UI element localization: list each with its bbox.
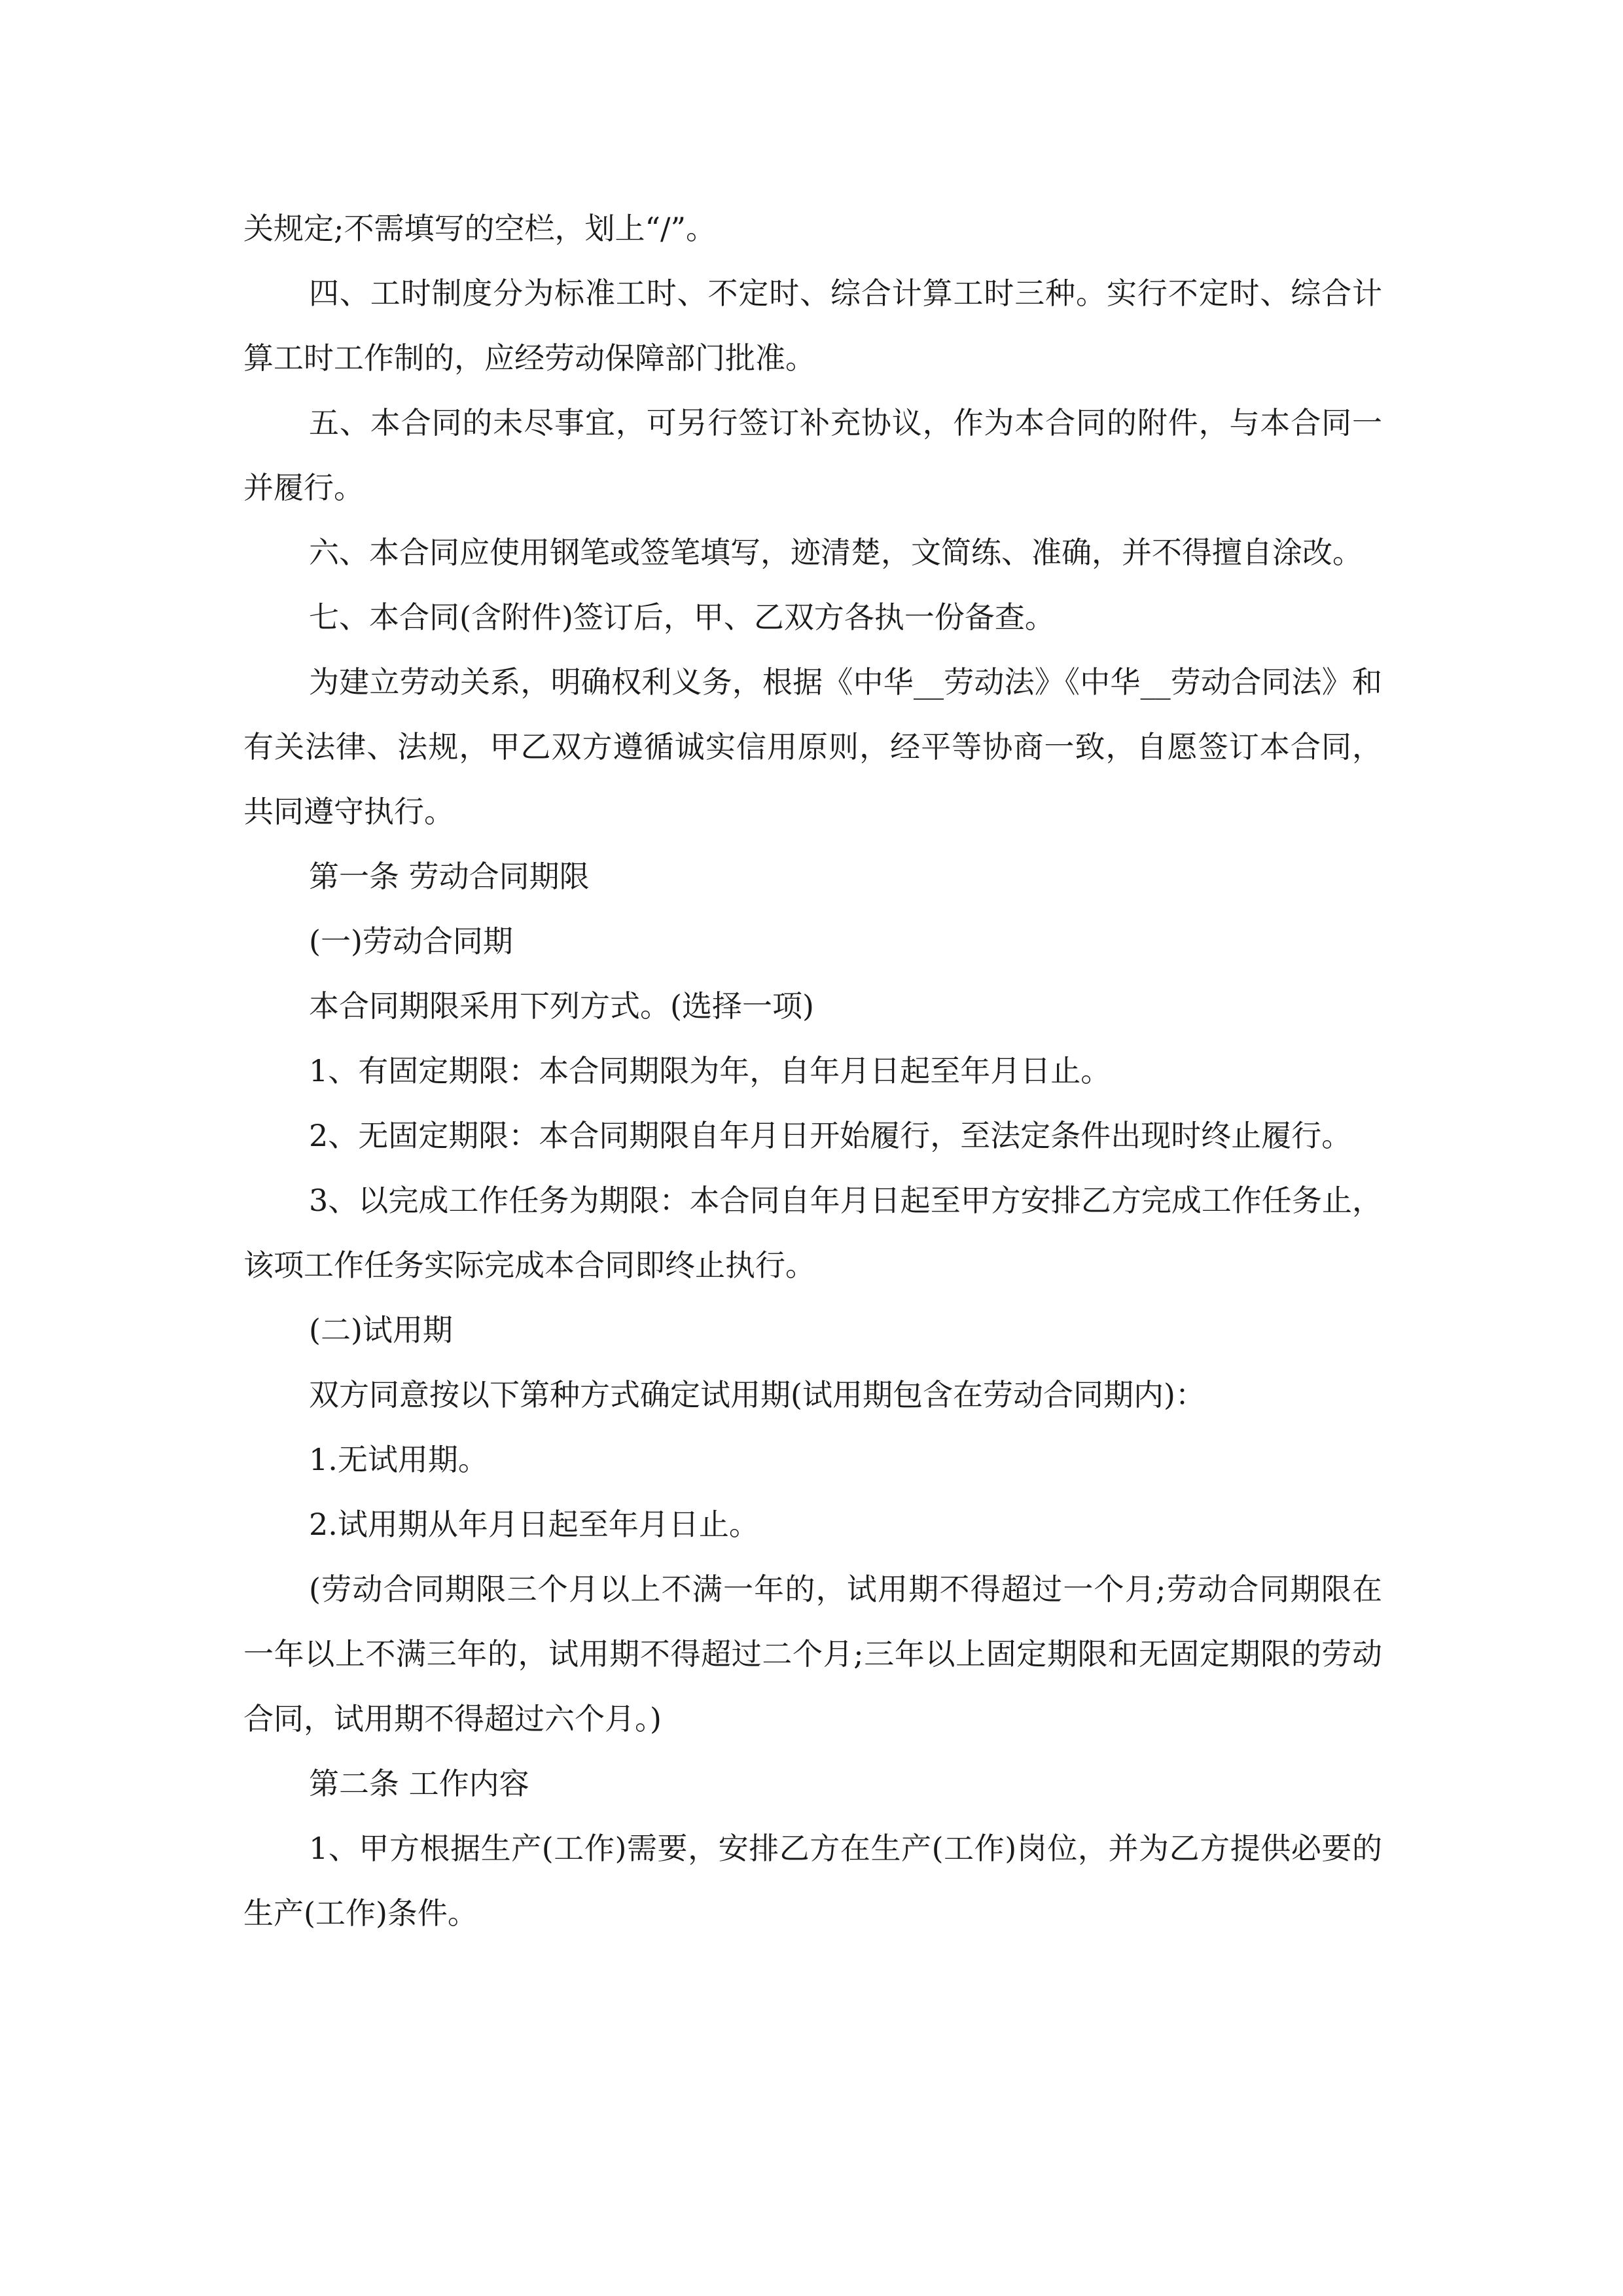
list-item-work-content-1: 1、甲方根据生产(工作)需要，安排乙方在生产(工作)岗位，并为乙方提供必要的生产(工作)条件。 <box>243 1831 1382 1931</box>
paragraph-term-method: 本合同期限采用下列方式。(选择一项) <box>309 988 814 1024</box>
paragraph-clause-5: 五、本合同的未尽事宜，可另行签订补充协议，作为本合同的附件，与本合同一并履行。 <box>243 405 1382 505</box>
paragraph-clause-7: 七、本合同(含附件)签订后，甲、乙双方各执一份备查。 <box>309 600 1055 635</box>
document-page <box>243 196 1382 1946</box>
paragraph-probation-note: (劳动合同期限三个月以上不满一年的，试用期不得超过一个月;劳动合同期限在一年以上不满三年的，试用期不得超过二个月;三年以上固定期限和无固定期限的劳动合同，试用期不得超过六个月。) <box>243 1571 1382 1736</box>
paragraph-clause-4: 四、工时制度分为标准工时、不定时、综合计算工时三种。实行不定时、综合计算工时工作制的，应经劳动保障部门批准。 <box>243 276 1382 376</box>
list-item-fixed-term: 1、有固定期限：本合同期限为年，自年月日起至年月日止。 <box>309 1053 1111 1088</box>
list-item-no-probation: 1.无试用期。 <box>309 1442 488 1477</box>
section-contract-term-heading: (一)劳动合同期 <box>309 924 513 959</box>
section-probation-heading: (二)试用期 <box>309 1312 453 1348</box>
paragraph-preamble: 为建立劳动关系，明确权利义务，根据《中华__劳动法》《中华__劳动合同法》和有关法律、法规，甲乙双方遵循诚实信用原则，经平等协商一致，自愿签订本合同，共同遵守执行。 <box>243 664 1382 829</box>
list-item-task-term: 3、以完成工作任务为期限：本合同自年月日起至甲方安排乙方完成工作任务止，该项工作任务实际完成本合同即终止执行。 <box>243 1183 1382 1283</box>
list-item-probation-period: 2.试用期从年月日起至年月日止。 <box>309 1507 759 1542</box>
article-2-heading: 第二条 工作内容 <box>309 1766 529 1801</box>
paragraph-clause-6: 六、本合同应使用钢笔或签笔填写，迹清楚，文简练、准确，并不得擅自涂改。 <box>309 535 1363 570</box>
article-1-heading: 第一条 劳动合同期限 <box>309 859 590 894</box>
paragraph-continuation: 关规定;不需填写的空栏，划上“/”。 <box>243 211 717 246</box>
paragraph-probation-method: 双方同意按以下第种方式确定试用期(试用期包含在劳动合同期内)： <box>309 1377 1205 1412</box>
list-item-open-term: 2、无固定期限：本合同期限自年月日开始履行，至法定条件出现时终止履行。 <box>309 1118 1352 1153</box>
